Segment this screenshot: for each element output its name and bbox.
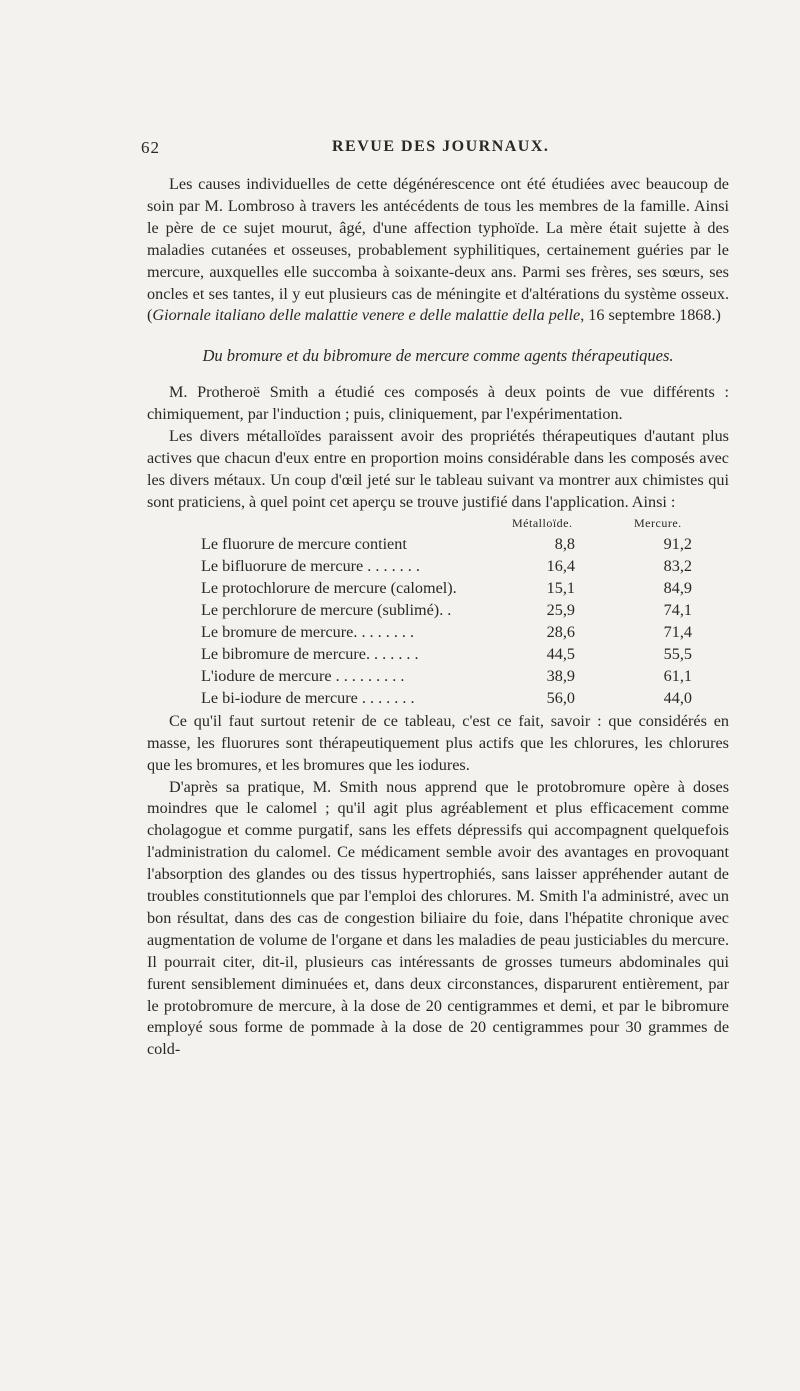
page	[141, 138, 729, 1061]
composition-table	[147, 516, 729, 709]
paragraph-protheroe: M. Protheroë Smith a étudié ces composés à deux points de vue différents : chimiquement, par l'induction ; puis, cliniquement, par l'expérimentation.	[147, 383, 729, 424]
metalloide-value: 25,9	[546, 600, 575, 619]
row-label: Le bibromure de mercure. . . . . . .	[201, 644, 419, 663]
table-row	[147, 665, 729, 687]
mercure-value: 74,1	[663, 600, 692, 619]
row-label: Le perchlorure de mercure (sublimé). .	[201, 600, 452, 619]
paragraph-metalloides: Les divers métalloïdes paraissent avoir des propriétés thérapeutiques d'autant plus actives que chacun d'eux entre en proportion moins considérable dans les composés avec les divers métaux. Un coup d'œil jeté sur le tableau suivant va montrer aux chimistes qui sont praticiens, à quel point cet aperçu se trouve justifié dans l'application. Ainsi :	[147, 427, 729, 511]
table-row	[147, 643, 729, 665]
row-label: Le bromure de mercure. . . . . . . .	[201, 622, 415, 641]
table-row	[147, 533, 729, 555]
page-number: 62	[141, 138, 160, 157]
table-row	[147, 577, 729, 599]
row-label: Le fluorure de mercure contient	[201, 534, 407, 553]
metalloide-value: 15,1	[546, 578, 575, 597]
mercure-value: 44,0	[663, 688, 692, 707]
table-row	[147, 555, 729, 577]
metalloide-value: 56,0	[546, 688, 575, 707]
metalloide-value: 44,5	[546, 644, 575, 663]
paragraph-pratique: D'après sa pratique, M. Smith nous apprend que le protobromure opère à doses moindres que le calomel ; qu'il agit plus agréablement et plus efficacement comme cholagogue et comme purgatif, sans les effets dépressifs qui accompagnent quelquefois l'administration du calomel. Ce médicament semble avoir des avantages en provoquant l'absorption des glandes ou des tissus hypertrophiés, sans laisser appréhender autant de troubles constitutionnels que par l'emploi des chlorures. M. Smith l'a administré, avec un bon résultat, dans des cas de congestion biliaire du foie, dans l'hépatite chronique avec augmentation de volume de l'organe et dans les maladies de peau justiciables du mercure. Il pourrait citer, dit-il, plusieurs cas intéressants de grosses tumeurs abdominales qui furent sensiblement diminuées et, dans deux circonstances, disparurent entièrement, par le protobromure de mercure, à la dose de 20 centigrammes et demi, et par le bibromure employé sous forme de pommade à la dose de 20 centigrammes pour 30 grammes de cold-	[147, 777, 729, 1059]
citation-date: , 16 septembre 1868.)	[580, 306, 721, 325]
row-label: Le protochlorure de mercure (calomel).	[201, 578, 457, 597]
column-header-metalloide: Métalloïde.	[512, 515, 573, 530]
metalloide-value: 16,4	[546, 556, 575, 575]
table-row	[147, 687, 729, 709]
table-header	[147, 516, 729, 533]
running-title: REVUE DES JOURNAUX.	[332, 138, 550, 155]
row-label: L'iodure de mercure . . . . . . . . .	[201, 666, 405, 685]
table-row	[147, 599, 729, 621]
mercure-value: 84,9	[663, 578, 692, 597]
row-label: Le bi-iodure de mercure . . . . . . .	[201, 688, 415, 707]
citation-journal: Giornale italiano delle malattie venere e delle malattie della pelle	[152, 306, 581, 325]
paragraph-causes-text: Les causes individuelles de cette dégénérescence ont été étudiées avec beaucoup de soin par M. Lombroso à travers les antécédents de tous les membres de la famille. Ainsi le père de ce sujet mourut, âgé, d'une affection typhoïde. La mère était sujette à des maladies cutanées et osseuses, probablement syphilitiques, certainement guéries par le mercure, auxquelles elle succomba à soixante-deux ans. Parmi ses frères, ses sœurs, ses oncles et ses tantes, il y eut plusieurs cas de méningite et d'altérations du système osseux. (	[147, 175, 729, 325]
mercure-value: 91,2	[663, 534, 692, 553]
metalloide-value: 8,8	[554, 534, 575, 553]
page-header	[141, 138, 729, 168]
paragraph-conclusion: Ce qu'il faut surtout retenir de ce tableau, c'est ce fait, savoir : que considérés en masse, les fluorures sont thérapeutiquement plus actifs que les chlorures, les chlorures que les bromures, et les bromures que les iodures.	[147, 711, 729, 774]
row-label: Le bifluorure de mercure . . . . . . .	[201, 556, 420, 575]
column-header-mercure: Mercure.	[634, 515, 682, 530]
mercure-value: 55,5	[663, 644, 692, 663]
section-title: Du bromure et du bibromure de mercure comme agents thérapeutiques.	[202, 346, 674, 366]
mercure-value: 83,2	[663, 556, 692, 575]
mercure-value: 71,4	[663, 622, 692, 641]
mercure-value: 61,1	[663, 666, 692, 685]
metalloide-value: 38,9	[546, 666, 575, 685]
metalloide-value: 28,6	[546, 622, 575, 641]
paragraph-causes	[147, 174, 729, 327]
table-row	[147, 621, 729, 643]
